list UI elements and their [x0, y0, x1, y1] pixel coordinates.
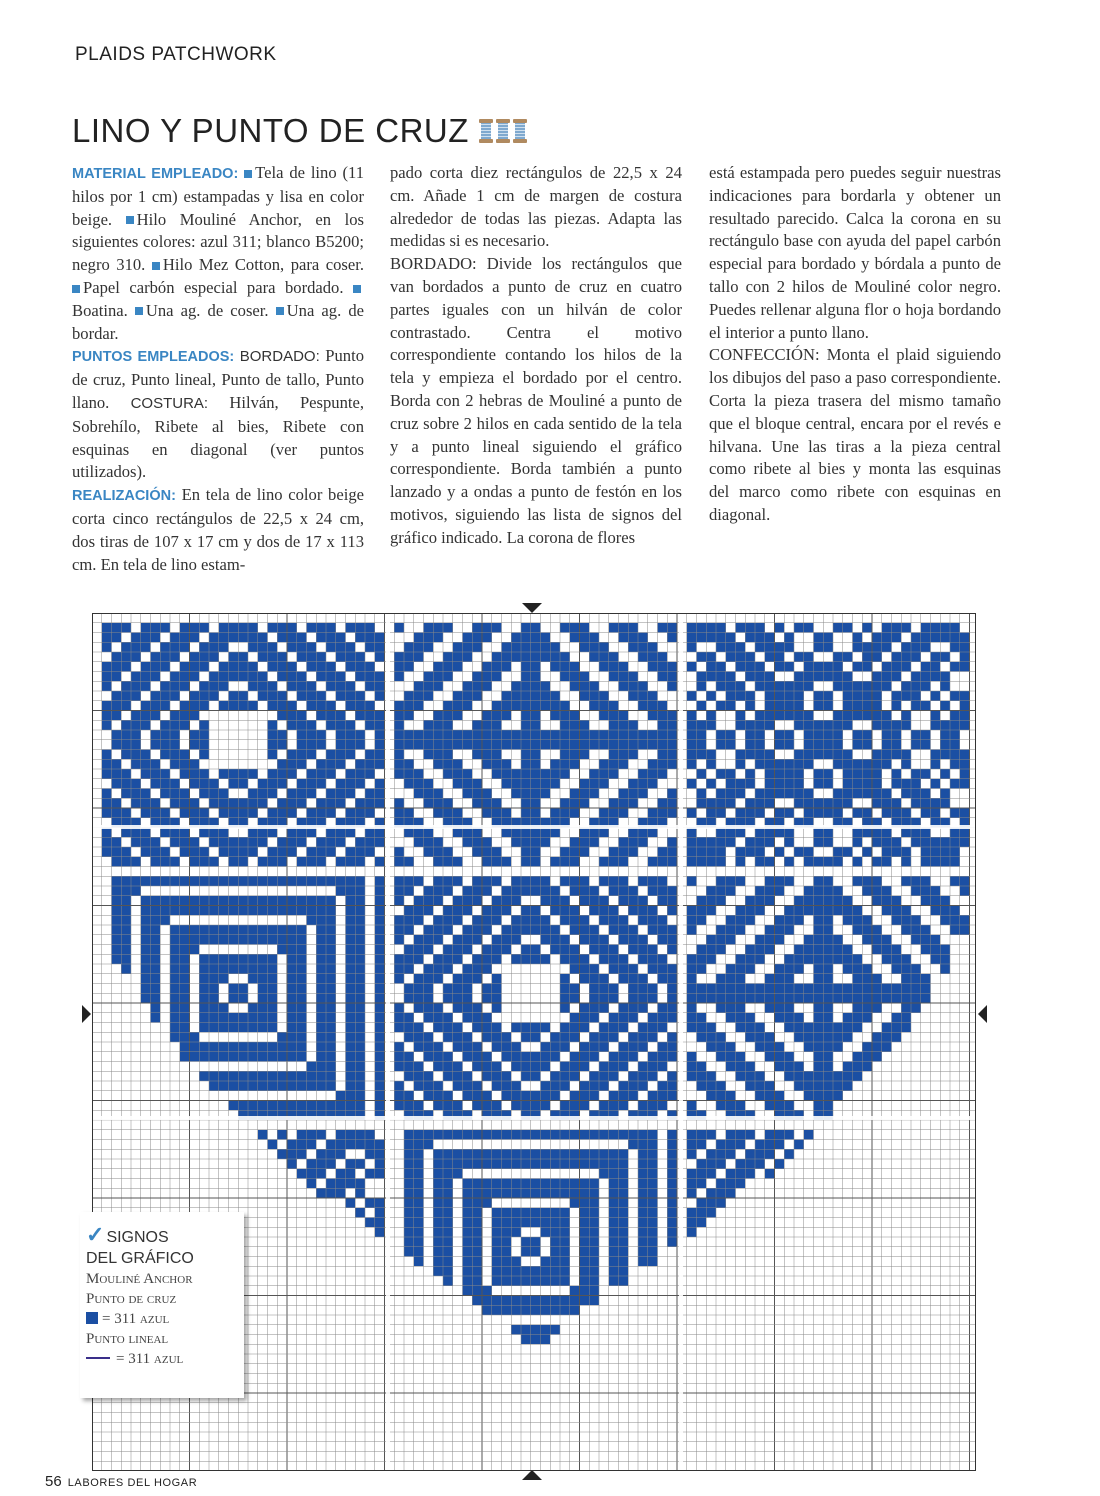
- paragraph: BORDADO: Divide los rectángulos que van bordados a punto de cruz en cuatro partes iguales con un hilván de color contrastado. Centra el motivo correspondiente contando los hilos de la tela y empieza el bordado por el centro. Borda con 2 hebras de Mouliné a punto de cruz sobre 2 hilos en cada sentido de la tela y a punto lineal siguiendo el gráfico correspondiente. Borda también a punto lanzado y a ondas a punto de festón en los motivos, siguiendo las lista de signos del gráfico indicado. La corona de flores: [390, 254, 682, 547]
- bullet-icon: [353, 285, 361, 293]
- bordado-label: BORDADO:: [239, 348, 320, 366]
- legend-line-value: = 311 azul: [116, 1351, 184, 1367]
- bordado-stitches: Punto de cruz, Punto lineal, Punto de tallo, Punto llano.: [72, 346, 364, 412]
- blue-swatch-icon: [86, 1312, 98, 1324]
- material-item: Tela de lino (11 hilos por 1 cm) estampadas y lisa en color beige.: [72, 163, 364, 229]
- material-item: Hilo Mez Cotton, para coser.: [162, 255, 364, 275]
- paragraph: pado corta diez rectángulos de 22,5 x 24 cm. Añade 1 cm de margen de costura alrededor de todas las piezas. Adapta las medidas si es necesario.: [390, 163, 682, 251]
- paragraph: CONFECCIÓN: Monta el plaid siguiendo los dibujos del paso a paso correspondiente. Corta la pieza trasera del mismo tamaño que el bloque central, encara por el revés e hilvana. Une las tiras a la pieza central como ribete al bies y monta las esquinas del marco como ribete con esquinas en diagonal.: [709, 345, 1001, 524]
- legend-title: SIGNOS: [106, 1229, 169, 1246]
- page-number: 56: [45, 1473, 62, 1490]
- material-heading: MATERIAL EMPLEADO:: [72, 166, 239, 182]
- center-marker-bottom-icon: [522, 1470, 542, 1480]
- costura-stitches: Hilván, Pespunte, Sobrehílo, Ribete al bies, Ribete con esquinas en diagonal: [72, 392, 365, 459]
- title-text: LINO Y PUNTO DE CRUZ: [72, 112, 469, 149]
- line-swatch-icon: [86, 1357, 110, 1359]
- realizacion-text: En tela de lino color beige corta cinco rectángulos de 22,5 x 24 cm, dos tiras de 107 x 17 cm y dos de 17 x 113 cm. En tela de lino estam-: [72, 485, 364, 574]
- text-column-3: [709, 162, 1001, 527]
- legend-cross-value: = 311 azul: [102, 1311, 170, 1327]
- magazine-name: LABORES DEL HOGAR: [67, 1477, 198, 1489]
- bullet-icon: [152, 262, 160, 270]
- thread-spools-icon: [479, 119, 527, 143]
- stitches-note: (ver puntos utilizados).: [72, 439, 364, 482]
- check-icon: ✓: [86, 1222, 105, 1247]
- bullet-icon: [72, 285, 80, 293]
- page-footer: [45, 1473, 197, 1490]
- material-item: Boatina.: [72, 300, 128, 320]
- material-item: Hilo Mouliné Anchor, en los siguientes colores: azul 311; blanco B5200; negro 310.: [72, 209, 364, 275]
- legend-cross-label: Punto de cruz: [86, 1291, 177, 1307]
- material-item: Una ag. de bordar.: [72, 300, 364, 343]
- material-item: Papel carbón especial para bordado.: [83, 277, 344, 297]
- legend-subtitle: DEL GRÁFICO: [86, 1250, 194, 1267]
- bullet-icon: [126, 216, 134, 224]
- center-marker-right-icon: [978, 1005, 987, 1023]
- costura-label: COSTURA:: [130, 394, 209, 412]
- chart-legend: [80, 1212, 244, 1398]
- center-marker-top-icon: [522, 603, 542, 613]
- page-title: [72, 112, 527, 150]
- material-item: Una ag. de coser.: [145, 300, 269, 320]
- legend-line-label: Punto lineal: [86, 1331, 169, 1347]
- puntos-heading: PUNTOS EMPLEADOS:: [72, 349, 235, 366]
- bullet-icon: [276, 307, 284, 315]
- legend-brand: Mouliné Anchor: [86, 1271, 193, 1287]
- text-column-1: [72, 162, 364, 576]
- bullet-icon: [244, 170, 252, 178]
- text-column-2: [390, 162, 682, 550]
- paragraph: está estampada pero puedes seguir nuestras indicaciones para bordarla y obtener un resultado parecido. Calca la corona en su rectángulo base con ayuda del papel carbón especial para bordado y bórdala a punto de tallo con 2 hilos de Mouliné color negro. Puedes rellenar alguna flor o hoja bordando el interior a punto llano.: [709, 163, 1001, 342]
- center-marker-left-icon: [82, 1005, 91, 1023]
- realizacion-heading: REALIZACIÓN:: [72, 488, 176, 505]
- section-label: PLAIDS PATCHWORK: [75, 44, 277, 65]
- bullet-icon: [135, 307, 143, 315]
